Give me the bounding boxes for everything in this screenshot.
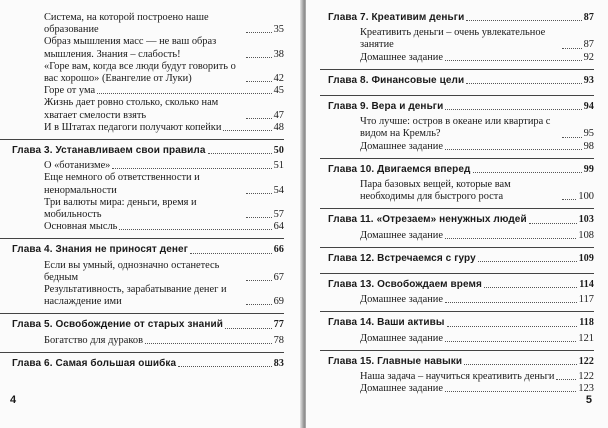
entry-title: И в Штатах педагоги получают копейки	[44, 121, 222, 133]
toc-chapter-entry[interactable]	[328, 317, 594, 329]
toc-section-entry[interactable]	[12, 36, 284, 60]
toc-chapter-entry[interactable]	[328, 279, 594, 291]
toc-section-entry[interactable]	[12, 122, 284, 134]
dot-leader	[178, 366, 272, 367]
dot-leader	[246, 32, 272, 33]
entry-page-number: 103	[578, 214, 594, 226]
entry-title: Глава 8. Финансовые цели	[328, 74, 465, 86]
entry-title: Глава 13. Освобождаем время	[328, 279, 482, 291]
entry-title: Система, на которой построено наше образование	[44, 12, 209, 36]
toc-section-entry[interactable]	[12, 97, 284, 121]
entry-title: Креативить деньги – очень увлекательное занятие	[360, 27, 546, 51]
dot-leader	[246, 280, 272, 281]
entry-title: Наша задача – научиться креативить деньги	[360, 371, 555, 383]
entry-page-number: 92	[583, 51, 594, 63]
entry-title: Основная мысль	[44, 221, 118, 233]
entry-page-number: 48	[273, 121, 284, 133]
chapter-rule	[0, 238, 284, 239]
entry-title: Глава 3. Устанавливаем свои правила	[12, 145, 206, 157]
toc-right	[328, 12, 594, 395]
dot-leader	[445, 149, 582, 150]
toc-section-entry[interactable]	[328, 383, 594, 395]
entry-title: Домашнее задание	[360, 229, 443, 241]
chapter-rule	[320, 273, 594, 274]
toc-chapter-entry[interactable]	[12, 358, 284, 370]
dot-leader	[445, 60, 582, 61]
entry-title: Глава 5. Освобождение от старых знаний	[12, 319, 223, 331]
entry-page-number: 95	[583, 128, 594, 140]
entry-title: Результативность, зарабатывание денег и наслаждение ими	[44, 284, 227, 308]
entry-title: Горе от ума	[44, 85, 96, 97]
dot-leader	[225, 328, 272, 329]
entry-page-number: 122	[578, 371, 594, 383]
entry-title: Глава 6. Самая большая ошибка	[12, 357, 177, 369]
dot-leader	[445, 109, 581, 110]
entry-page-number: 117	[578, 294, 594, 306]
entry-page-number: 78	[273, 334, 284, 346]
entry-page-number: 67	[273, 271, 284, 283]
entry-title: Домашнее задание	[360, 294, 443, 306]
entry-page-number: 108	[578, 229, 594, 241]
toc-section-entry[interactable]	[328, 52, 594, 64]
entry-page-number: 83	[273, 357, 284, 369]
toc-left	[12, 12, 284, 373]
entry-page-number: 77	[273, 319, 284, 331]
entry-title: Глава 4. Знания не приносят денег	[12, 244, 188, 256]
dot-leader	[246, 193, 272, 194]
entry-title: Глава 12. Встречаемся с гуру	[328, 252, 476, 264]
entry-title: Еще немного об ответственности и ненормальности	[44, 172, 200, 196]
entry-title: «Горе вам, когда все люди будут говорить о вас хорошо» (Евангелие от Луки)	[44, 60, 236, 85]
toc-chapter-entry[interactable]	[328, 12, 594, 24]
toc-chapter-entry[interactable]	[328, 164, 594, 176]
toc-section-entry[interactable]	[12, 85, 284, 97]
entry-page-number: 45	[273, 85, 284, 97]
toc-chapter-entry[interactable]	[328, 253, 594, 265]
dot-leader	[562, 199, 576, 200]
dot-leader	[246, 217, 272, 218]
chapter-rule	[320, 69, 594, 70]
dot-leader	[466, 83, 582, 84]
entry-page-number: 51	[273, 160, 284, 172]
entry-page-number: 38	[273, 48, 284, 60]
dot-leader	[447, 326, 578, 327]
dot-leader	[97, 93, 272, 94]
entry-title: Образ мышления масс — не ваш образ мышления. Знания – слабость!	[44, 36, 217, 60]
spacer	[328, 87, 594, 90]
chapter-rule	[0, 313, 284, 314]
entry-page-number: 66	[273, 244, 284, 256]
toc-chapter-entry[interactable]	[12, 145, 284, 157]
dot-leader	[473, 172, 582, 173]
toc-section-entry[interactable]	[12, 260, 284, 284]
dot-leader	[223, 130, 271, 131]
entry-page-number: 109	[578, 252, 594, 264]
dot-leader	[445, 341, 576, 342]
toc-chapter-entry[interactable]	[328, 214, 594, 226]
toc-section-entry[interactable]	[12, 172, 284, 196]
entry-page-number: 87	[583, 12, 594, 23]
entry-title: Глава 7. Креативим деньги	[328, 12, 465, 23]
dot-leader	[484, 287, 577, 288]
dot-leader	[246, 118, 272, 119]
toc-section-entry[interactable]	[12, 335, 284, 347]
page-number-right: 5	[585, 394, 592, 406]
entry-page-number: 100	[578, 191, 594, 203]
entry-title: Глава 9. Вера и деньги	[328, 101, 444, 113]
entry-title: Глава 14. Ваши активы	[328, 317, 445, 329]
entry-page-number: 54	[273, 184, 284, 196]
dot-leader	[464, 364, 577, 365]
entry-page-number: 87	[583, 39, 594, 51]
entry-page-number: 121	[578, 332, 594, 344]
entry-title: Если вы умный, однозначно останетесь бедным	[44, 259, 220, 283]
entry-title: Домашнее задание	[360, 51, 443, 63]
dot-leader	[190, 253, 272, 254]
entry-page-number: 35	[273, 24, 284, 36]
toc-section-entry[interactable]	[328, 116, 594, 140]
toc-section-entry[interactable]	[328, 179, 594, 203]
entry-page-number: 57	[273, 209, 284, 221]
page-number-left: 4	[10, 394, 17, 406]
entry-title: Глава 11. «Отрезаем» ненужных людей	[328, 214, 527, 226]
entry-page-number: 98	[583, 140, 594, 152]
toc-section-entry[interactable]	[328, 27, 594, 51]
chapter-rule	[320, 158, 594, 159]
entry-title: Домашнее задание	[360, 140, 443, 152]
entry-page-number: 93	[583, 74, 594, 86]
dot-leader	[466, 20, 581, 21]
toc-section-entry[interactable]	[12, 160, 284, 172]
chapter-rule	[0, 352, 284, 353]
toc-chapter-entry[interactable]	[12, 319, 284, 331]
dot-leader	[246, 81, 272, 82]
dot-leader	[112, 168, 271, 169]
toc-chapter-entry[interactable]	[328, 356, 594, 368]
entry-page-number: 94	[583, 101, 594, 113]
spacer	[12, 370, 284, 373]
toc-section-entry[interactable]	[12, 12, 284, 36]
dot-leader	[529, 223, 577, 224]
dot-leader	[119, 229, 271, 230]
chapter-rule	[320, 350, 594, 351]
toc-chapter-entry[interactable]	[328, 101, 594, 113]
entry-page-number: 114	[579, 279, 594, 291]
dot-leader	[445, 238, 576, 239]
dot-leader	[562, 48, 582, 49]
entry-title: Глава 10. Двигаемся вперед	[328, 163, 471, 175]
entry-title: Домашнее задание	[360, 383, 443, 395]
dot-leader	[445, 391, 576, 392]
chapter-rule	[320, 95, 594, 96]
entry-title: О «ботанизме»	[44, 160, 111, 172]
entry-title: Пара базовых вещей, которые вам необходимы для быстрого роста	[360, 179, 511, 203]
entry-page-number: 118	[579, 317, 594, 329]
entry-title: Три валюты мира: деньги, время и мобильность	[44, 196, 197, 221]
entry-title: Что лучше: остров в океане или квартира с видом на Кремль?	[360, 116, 551, 140]
entry-page-number: 69	[273, 296, 284, 308]
chapter-rule	[0, 139, 284, 140]
entry-page-number: 50	[273, 145, 284, 157]
toc-chapter-entry[interactable]	[12, 244, 284, 256]
toc-section-entry[interactable]	[328, 141, 594, 153]
entry-page-number: 47	[273, 109, 284, 121]
dot-leader	[556, 379, 576, 380]
dot-leader	[145, 343, 272, 344]
dot-leader	[246, 57, 272, 58]
toc-section-entry[interactable]	[328, 230, 594, 242]
toc-section-entry[interactable]	[12, 197, 284, 221]
toc-section-entry[interactable]	[328, 371, 594, 383]
chapter-rule	[320, 311, 594, 312]
entry-title: Жизнь дает ровно столько, сколько нам хватает смелости взять	[44, 97, 219, 121]
entry-page-number: 123	[578, 383, 594, 395]
toc-chapter-entry[interactable]	[328, 75, 594, 87]
entry-title: Глава 15. Главные навыки	[328, 355, 463, 367]
left-page	[0, 0, 302, 428]
dot-leader	[445, 302, 577, 303]
entry-page-number: 99	[583, 163, 594, 175]
entry-page-number: 42	[273, 73, 284, 85]
entry-title: Домашнее задание	[360, 332, 443, 344]
entry-page-number: 122	[578, 355, 594, 367]
entry-title: Богатство для дураков	[44, 334, 143, 346]
dot-leader	[562, 137, 582, 138]
chapter-rule	[320, 208, 594, 209]
toc-section-entry[interactable]	[12, 61, 284, 85]
chapter-rule	[320, 247, 594, 248]
dot-leader	[246, 304, 272, 305]
toc-section-entry[interactable]	[12, 221, 284, 233]
toc-section-entry[interactable]	[328, 294, 594, 306]
dot-leader	[208, 153, 272, 154]
toc-section-entry[interactable]	[328, 333, 594, 345]
spacer	[328, 265, 594, 268]
entry-page-number: 64	[273, 221, 284, 233]
right-page	[306, 0, 608, 428]
toc-section-entry[interactable]	[12, 284, 284, 308]
dot-leader	[478, 261, 577, 262]
